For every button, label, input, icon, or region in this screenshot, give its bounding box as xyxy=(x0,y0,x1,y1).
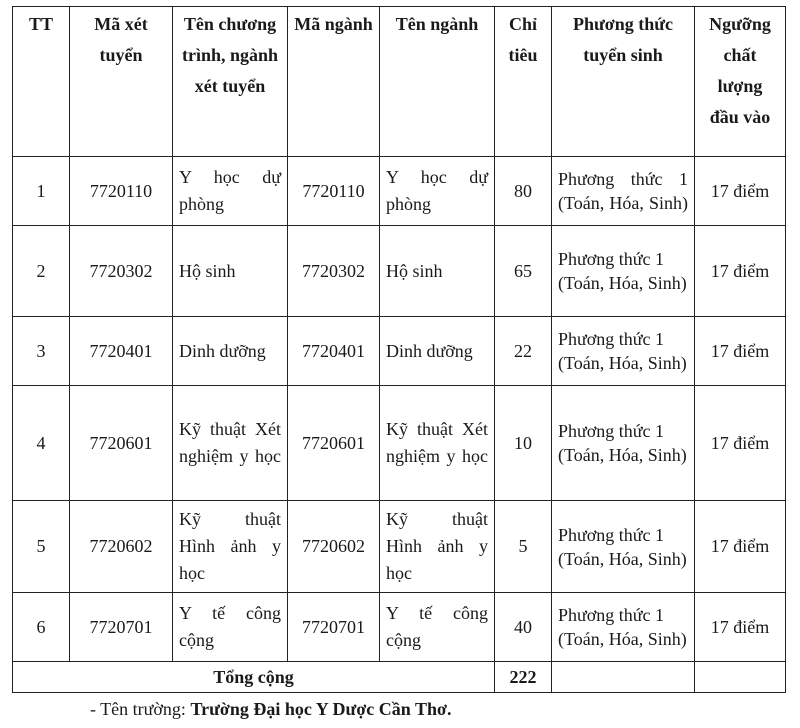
cell-ten-nganh: Hộ sinh xyxy=(380,226,495,317)
cell-phuong-thuc: Phương thức 1 (Toán, Hóa, Sinh) xyxy=(552,317,695,386)
cell-ma-xet-tuyen: 7720302 xyxy=(70,226,173,317)
total-empty-cell xyxy=(695,662,786,693)
cell-ma-nganh: 7720601 xyxy=(288,386,380,501)
cell-tt: 3 xyxy=(13,317,70,386)
cell-ma-nganh: 7720701 xyxy=(288,593,380,662)
cell-tt: 2 xyxy=(13,226,70,317)
cell-ma-nganh: 7720110 xyxy=(288,157,380,226)
table-row xyxy=(13,593,786,662)
cell-ten-nganh: Kỹ thuật Xét nghiệm y học xyxy=(380,386,495,501)
header-ma-xet-tuyen: Mã xét tuyển xyxy=(70,7,173,157)
cell-phuong-thuc: Phương thức 1 (Toán, Hóa, Sinh) xyxy=(552,593,695,662)
cell-ma-xet-tuyen: 7720601 xyxy=(70,386,173,501)
school-name: Trường Đại học Y Dược Cần Thơ. xyxy=(190,699,452,719)
cell-tt: 5 xyxy=(13,501,70,593)
cell-ten-nganh: Y học dự phòng xyxy=(380,157,495,226)
cell-tt: 1 xyxy=(13,157,70,226)
header-ten-nganh: Tên ngành xyxy=(380,7,495,157)
cell-ma-xet-tuyen: 7720602 xyxy=(70,501,173,593)
cell-chi-tieu: 22 xyxy=(495,317,552,386)
school-note-prefix: - Tên trường: xyxy=(90,699,191,719)
cell-ten-chuong-trinh: Y tế công cộng xyxy=(173,593,288,662)
cell-ma-nganh: 7720302 xyxy=(288,226,380,317)
total-value: 222 xyxy=(495,662,552,693)
header-chi-tieu: Chỉ tiêu xyxy=(495,7,552,157)
cell-ten-chuong-trinh: Kỹ thuật Hình ảnh y học xyxy=(173,501,288,593)
header-nguong: Ngưỡng chất lượng đầu vào xyxy=(695,7,786,157)
header-ma-nganh: Mã ngành xyxy=(288,7,380,157)
cell-tt: 6 xyxy=(13,593,70,662)
cell-nguong: 17 điểm xyxy=(695,157,786,226)
cell-chi-tieu: 5 xyxy=(495,501,552,593)
cell-ma-xet-tuyen: 7720401 xyxy=(70,317,173,386)
header-ten-chuong-trinh: Tên chương trình, ngành xét tuyển xyxy=(173,7,288,157)
cell-tt: 4 xyxy=(13,386,70,501)
table-row xyxy=(13,157,786,226)
cell-ten-nganh: Y tế công cộng xyxy=(380,593,495,662)
header-tt: TT xyxy=(13,7,70,157)
table-row xyxy=(13,386,786,501)
cell-chi-tieu: 40 xyxy=(495,593,552,662)
cell-ma-xet-tuyen: 7720110 xyxy=(70,157,173,226)
admission-table xyxy=(12,6,786,693)
cell-nguong: 17 điểm xyxy=(695,386,786,501)
total-empty-cell xyxy=(552,662,695,693)
total-label: Tổng cộng xyxy=(13,662,495,693)
cell-nguong: 17 điểm xyxy=(695,593,786,662)
cell-phuong-thuc: Phương thức 1 (Toán, Hóa, Sinh) xyxy=(552,226,695,317)
cell-ten-chuong-trinh: Dinh dưỡng xyxy=(173,317,288,386)
cell-chi-tieu: 10 xyxy=(495,386,552,501)
total-row xyxy=(13,662,786,693)
school-note xyxy=(90,697,451,721)
cell-phuong-thuc: Phương thức 1 (Toán, Hóa, Sinh) xyxy=(552,157,695,226)
cell-ma-xet-tuyen: 7720701 xyxy=(70,593,173,662)
cell-ten-chuong-trinh: Hộ sinh xyxy=(173,226,288,317)
cell-phuong-thuc: Phương thức 1 (Toán, Hóa, Sinh) xyxy=(552,501,695,593)
cell-ten-nganh: Kỹ thuật Hình ảnh y học xyxy=(380,501,495,593)
cell-ma-nganh: 7720602 xyxy=(288,501,380,593)
cell-ten-chuong-trinh: Kỹ thuật Xét nghiệm y học xyxy=(173,386,288,501)
cell-nguong: 17 điểm xyxy=(695,226,786,317)
cell-chi-tieu: 80 xyxy=(495,157,552,226)
cell-nguong: 17 điểm xyxy=(695,317,786,386)
cell-phuong-thuc: Phương thức 1 (Toán, Hóa, Sinh) xyxy=(552,386,695,501)
table-row xyxy=(13,226,786,317)
cell-ten-chuong-trinh: Y học dự phòng xyxy=(173,157,288,226)
table-row xyxy=(13,317,786,386)
cell-ma-nganh: 7720401 xyxy=(288,317,380,386)
header-row xyxy=(13,7,786,157)
header-phuong-thuc: Phương thức tuyển sinh xyxy=(552,7,695,157)
cell-nguong: 17 điểm xyxy=(695,501,786,593)
cell-chi-tieu: 65 xyxy=(495,226,552,317)
table-row xyxy=(13,501,786,593)
cell-ten-nganh: Dinh dưỡng xyxy=(380,317,495,386)
